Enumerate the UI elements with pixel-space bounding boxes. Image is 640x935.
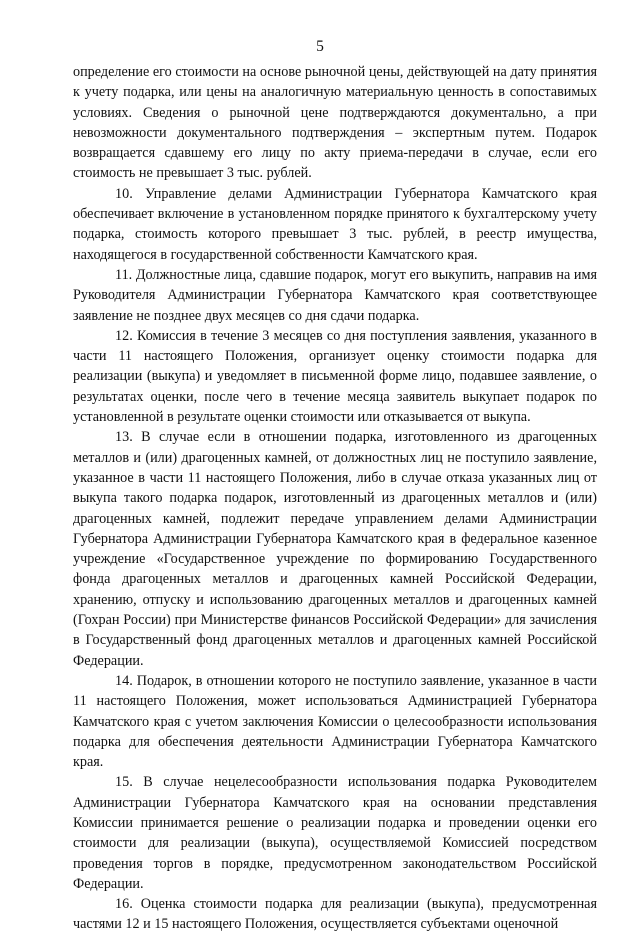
paragraph-15: 15. В случае нецелесообразности использования подарка Руководителем Администрации Губернатора Камчатского края на основании представления Комиссии принимается решение о реализации подарка и проведении оценки его стоимости для реализации (выкупа), осуществляемой Комиссией посредством проведения торгов в порядке, предусмотренном законодательством Российской Федерации. [73, 774, 597, 892]
paragraph-11: 11. Должностные лица, сдавшие подарок, могут его выкупить, направив на имя Руководителя Администрации Губернатора Камчатского края соответствующее заявление не позднее двух месяцев со дня сдачи подарка. [73, 266, 597, 324]
paragraph-13: 13. В случае если в отношении подарка, изготовленного из драгоценных металлов и (или) драгоценных камней, от должностных лиц не поступило заявление, указанное в части 11 настоящего Положения, либо в случае отказа указанных лиц от выкупа такого подарка подарок, изготовленный из драгоценных металлов и (или) драгоценных камней, подлежит передаче управлением делами Администрации Губернатора Администрации Губернатора Камчатского края в федеральное казенное учреждение «Государственное учреждение по формированию Государственного фонда драгоценных металлов и драгоценных камней Российской Федерации, хранению, отпуску и использованию драгоценных металлов и драгоценных камней (Гохран России) при Министерстве финансов Российской Федерации» для зачисления в Государственный фонд драгоценных металлов и драгоценных камней Российской Федерации. [73, 429, 597, 669]
paragraph-10: 10. Управление делами Администрации Губернатора Камчатского края обеспечивает включение в установленном порядке принятого к бухгалтерскому учету подарка, стоимость которого превышает 3 тыс. рублей, в реестр имущества, находящегося в государственной собственности Камчатского края. [73, 185, 597, 263]
paragraph-12: 12. Комиссия в течение 3 месяцев со дня поступления заявления, указанного в части 11 настоящего Положения, организует оценку стоимости подарка для реализации (выкупа) и уведомляет в письменной форме лицо, подавшее заявление, о результатах оценки, после чего в течение месяца заявитель выкупает подарок по установленной в результате оценки стоимости или отказывается от выкупа. [73, 327, 597, 426]
paragraph-14: 14. Подарок, в отношении которого не поступило заявление, указанное в части 11 настоящего Положения, может использоваться Администрацией Губернатора Камчатского края с учетом заключения Комиссии о целесообразности использования подарка для обеспечения деятельности Администрации Губернатора Камчатского края. [73, 672, 597, 771]
page-number: 5 [316, 38, 324, 55]
document-body [73, 62, 597, 935]
paragraph-continuation: определение его стоимости на основе рыночной цены, действующей на дату принятия к учету подарка, или цены на аналогичную материальную ценность в сопоставимых условиях. Сведения о рыночной цене подтверждаются документально, а при невозможности документального подтверждения – экспертным путем. Подарок возвращается сдавшему его лицу по акту приема-передачи в случае, если его стоимость не превышает 3 тыс. рублей. [73, 64, 597, 182]
paragraph-16: 16. Оценка стоимости подарка для реализации (выкупа), предусмотренная частями 12 и 15 настоящего Положения, осуществляется субъектами оценочной [73, 896, 597, 933]
